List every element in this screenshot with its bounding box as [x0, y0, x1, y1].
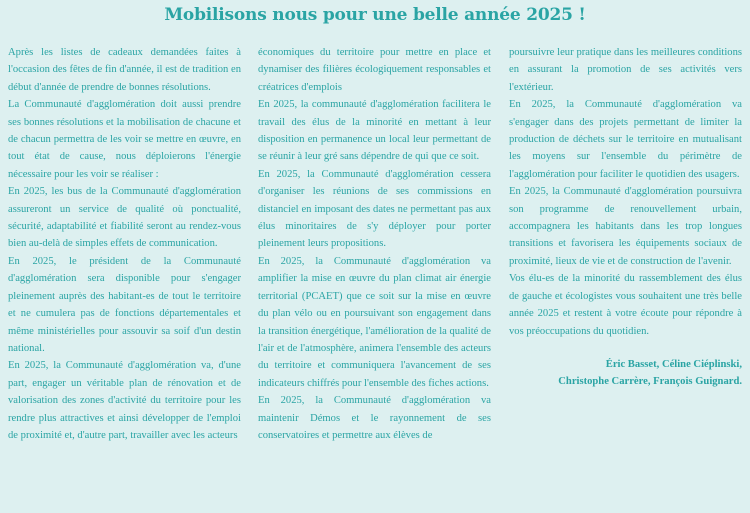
paragraph: La Communauté d'agglomération doit aussi prendre ses bonnes résolutions et la mobilisation de chacune et de chacun permettra de les voir se mettre en œuvre, en tout état de cause, nous déploierons l'énergie nécessaire pour les voir se réaliser : — [8, 99, 241, 180]
paragraph: En 2025, le président de la Communauté d'agglomération sera disponible pour s'engager pleinement auprès des habitant-es de tout le territoire et ne cumulera pas de fonctions départementales et même ministérielles pour assouvir sa soif d'un destin national. — [8, 255, 241, 354]
paragraph: poursuivre leur pratique dans les meilleures conditions en assurant la promotion de ses activités vers l'extérieur. — [509, 47, 742, 93]
signature-line: Christophe Carrère, François Guignard. — [558, 376, 742, 388]
paragraph: En 2025, la communauté d'agglomération facilitera le travail des élus de la minorité en mettant à leur disposition en permanence un local leur permettant de se réunir à leur gré sans dépendre de qui que ce soit. — [258, 99, 491, 163]
text-column-1 — [8, 44, 241, 444]
paragraph: En 2025, la Communauté d'agglomération cessera d'organiser les réunions de ses commissions en distanciel en imposant des dates ne permettant pas aux élus minoritaires de s'y déployer pour porter pleinement leurs propositions. — [258, 168, 491, 250]
paragraph: En 2025, la Communauté d'agglomération va maintenir Démos et le rayonnement de ses conservatoires et permettre aux élèves de — [258, 395, 491, 441]
text-column-2 — [258, 44, 491, 444]
paragraph: En 2025, la Communauté d'agglomération poursuivra son programme de renouvellement urbain, accompagnera les habitants dans les trop longues transitions et favorisera les équipements sociaux de proximité, lieux de vie et de construction de l'avenir. — [509, 186, 742, 267]
text-column-3 — [509, 44, 742, 391]
page-title: Mobilisons nous pour une belle année 2025 ! — [164, 5, 586, 25]
paragraph: En 2025, la Communauté d'agglomération va, d'une part, engager un véritable plan de rénovation et de valorisation des zones d'activité du territoire pour les rendre plus attractives et ainsi développer de l'emploi de proximité et, d'autre part, travailler avec les acteurs — [8, 360, 241, 441]
paragraph: En 2025, la Communauté d'agglomération va s'engager dans des projets permettant de limiter la production de déchets sur le territoire en mutualisant les moyens sur l'ensemble du périmètre de l'agglomération pour faciliter le quotidien des usagers. — [509, 99, 742, 180]
paragraph: économiques du territoire pour mettre en place et dynamiser des filières écologiquement responsables et créatrices d'emplois — [258, 47, 491, 93]
paragraph: En 2025, les bus de la Communauté d'agglomération assureront un service de qualité où ponctualité, sécurité, adaptabilité et fiabilité seront au rendez-vous bien au-delà de simples effets de communication. — [8, 186, 241, 250]
signature-line: Éric Basset, Céline Ciéplinski, — [605, 358, 742, 370]
signature — [509, 356, 742, 391]
paragraph: Vos élu-es de la minorité du rassemblement des élus de gauche et écologistes vous souhaitent une très belle année 2025 et restent à votre écoute pour répondre à vos préoccupations du quotidien. — [509, 273, 742, 337]
paragraph: En 2025, la Communauté d'agglomération va amplifier la mise en œuvre du plan climat air énergie territorial (PCAET) que ce soit sur la mise en œuvre du plan vélo ou en poursuivant son engagement dans la transition énergétique, l'amélioration de la qualité de l'air et de l'atmosphère, animera l'ensemble des acteurs du territoire et communiquera l'avancement de ses indicateurs chiffrés pour l'ensemble des fiches actions. — [258, 255, 491, 389]
paragraph: Après les listes de cadeaux demandées faites à l'occasion des fêtes de fin d'année, il est de tradition en début d'année de prendre de bonnes résolutions. — [8, 47, 241, 93]
